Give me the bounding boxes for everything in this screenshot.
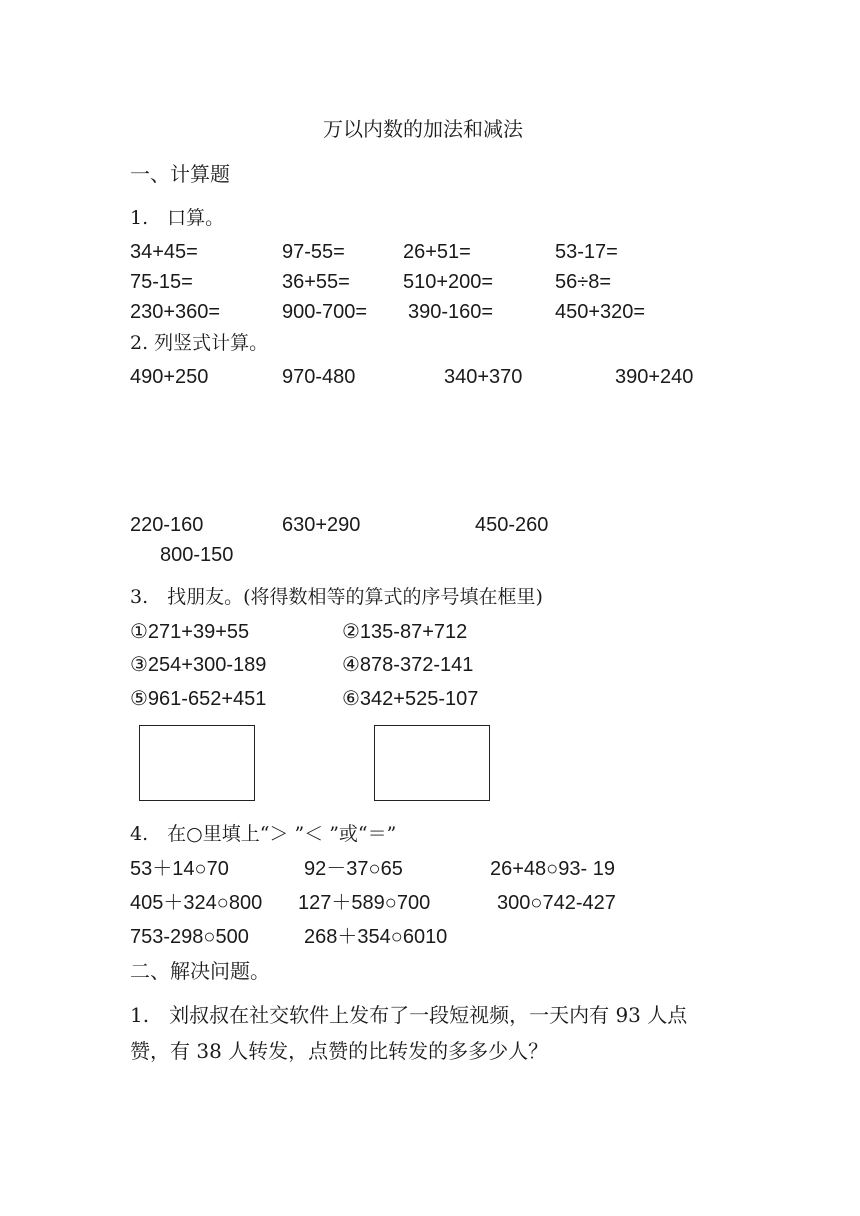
- q1-expr: 900-700=: [282, 301, 368, 323]
- q2-label: 2. 列竖式计算。: [130, 332, 269, 354]
- q1-expr: 230+360=: [130, 301, 221, 323]
- q1-expr: 510+200=: [403, 271, 494, 293]
- q1-expr: 390-160=: [408, 301, 494, 323]
- q3-item: ⑤961-652+451: [130, 688, 267, 710]
- problem-1-line-1: 1. 刘叔叔在社交软件上发布了一段短视频，一天内有 93 人点: [130, 1003, 688, 1027]
- q4-expr: 753-298○500: [130, 926, 249, 948]
- q2-expr: 800-150: [160, 544, 234, 566]
- q1-expr: 450+320=: [555, 301, 646, 323]
- q3-label: 3. 找朋友。(将得数相等的算式的序号填在框里): [130, 586, 543, 608]
- answer-box-1[interactable]: [139, 725, 255, 801]
- q1-expr: 36+55=: [282, 271, 350, 293]
- q4-expr: 127＋589○700: [298, 892, 431, 914]
- q2-expr: 970-480: [282, 366, 356, 388]
- q3-item: ②135-87+712: [342, 621, 468, 643]
- q1-label: 1. 口算。: [130, 207, 225, 229]
- q4-expr: 26+48○93- 19: [490, 858, 615, 880]
- q2-expr: 220-160: [130, 514, 204, 536]
- q4-expr: 53＋14○70: [130, 858, 229, 880]
- q1-expr: 26+51=: [403, 241, 471, 263]
- q2-expr: 340+370: [444, 366, 523, 388]
- q3-item: ③254+300-189: [130, 654, 267, 676]
- q1-expr: 97-55=: [282, 241, 345, 263]
- q2-expr: 390+240: [615, 366, 694, 388]
- section-heading-problems: 二、解决问题。: [130, 959, 270, 983]
- q4-expr: 300○742-427: [497, 892, 616, 914]
- q4-expr: 405＋324○800: [130, 892, 263, 914]
- q3-item: ④878-372-141: [342, 654, 474, 676]
- section-heading-calc: 一、计算题: [130, 162, 230, 186]
- q4-expr: 268＋354○6010: [304, 926, 448, 948]
- q2-expr: 490+250: [130, 366, 209, 388]
- q1-expr: 56÷8=: [555, 271, 612, 293]
- q3-item: ①271+39+55: [130, 621, 250, 643]
- answer-box-2[interactable]: [374, 725, 490, 801]
- q1-expr: 75-15=: [130, 271, 193, 293]
- problem-1-line-2: 赞，有 38 人转发，点赞的比转发的多多少人？: [130, 1039, 549, 1063]
- page-title: 万以内数的加法和减法: [323, 117, 523, 141]
- q1-expr: 34+45=: [130, 241, 198, 263]
- q4-expr: 92－37○65: [304, 858, 403, 880]
- q2-expr: 450-260: [475, 514, 549, 536]
- q3-item: ⑥342+525-107: [342, 688, 479, 710]
- q4-label: 4. 在○里填上“＞ ”＜ ”或“＝”: [130, 823, 397, 845]
- q1-expr: 53-17=: [555, 241, 618, 263]
- q2-expr: 630+290: [282, 514, 361, 536]
